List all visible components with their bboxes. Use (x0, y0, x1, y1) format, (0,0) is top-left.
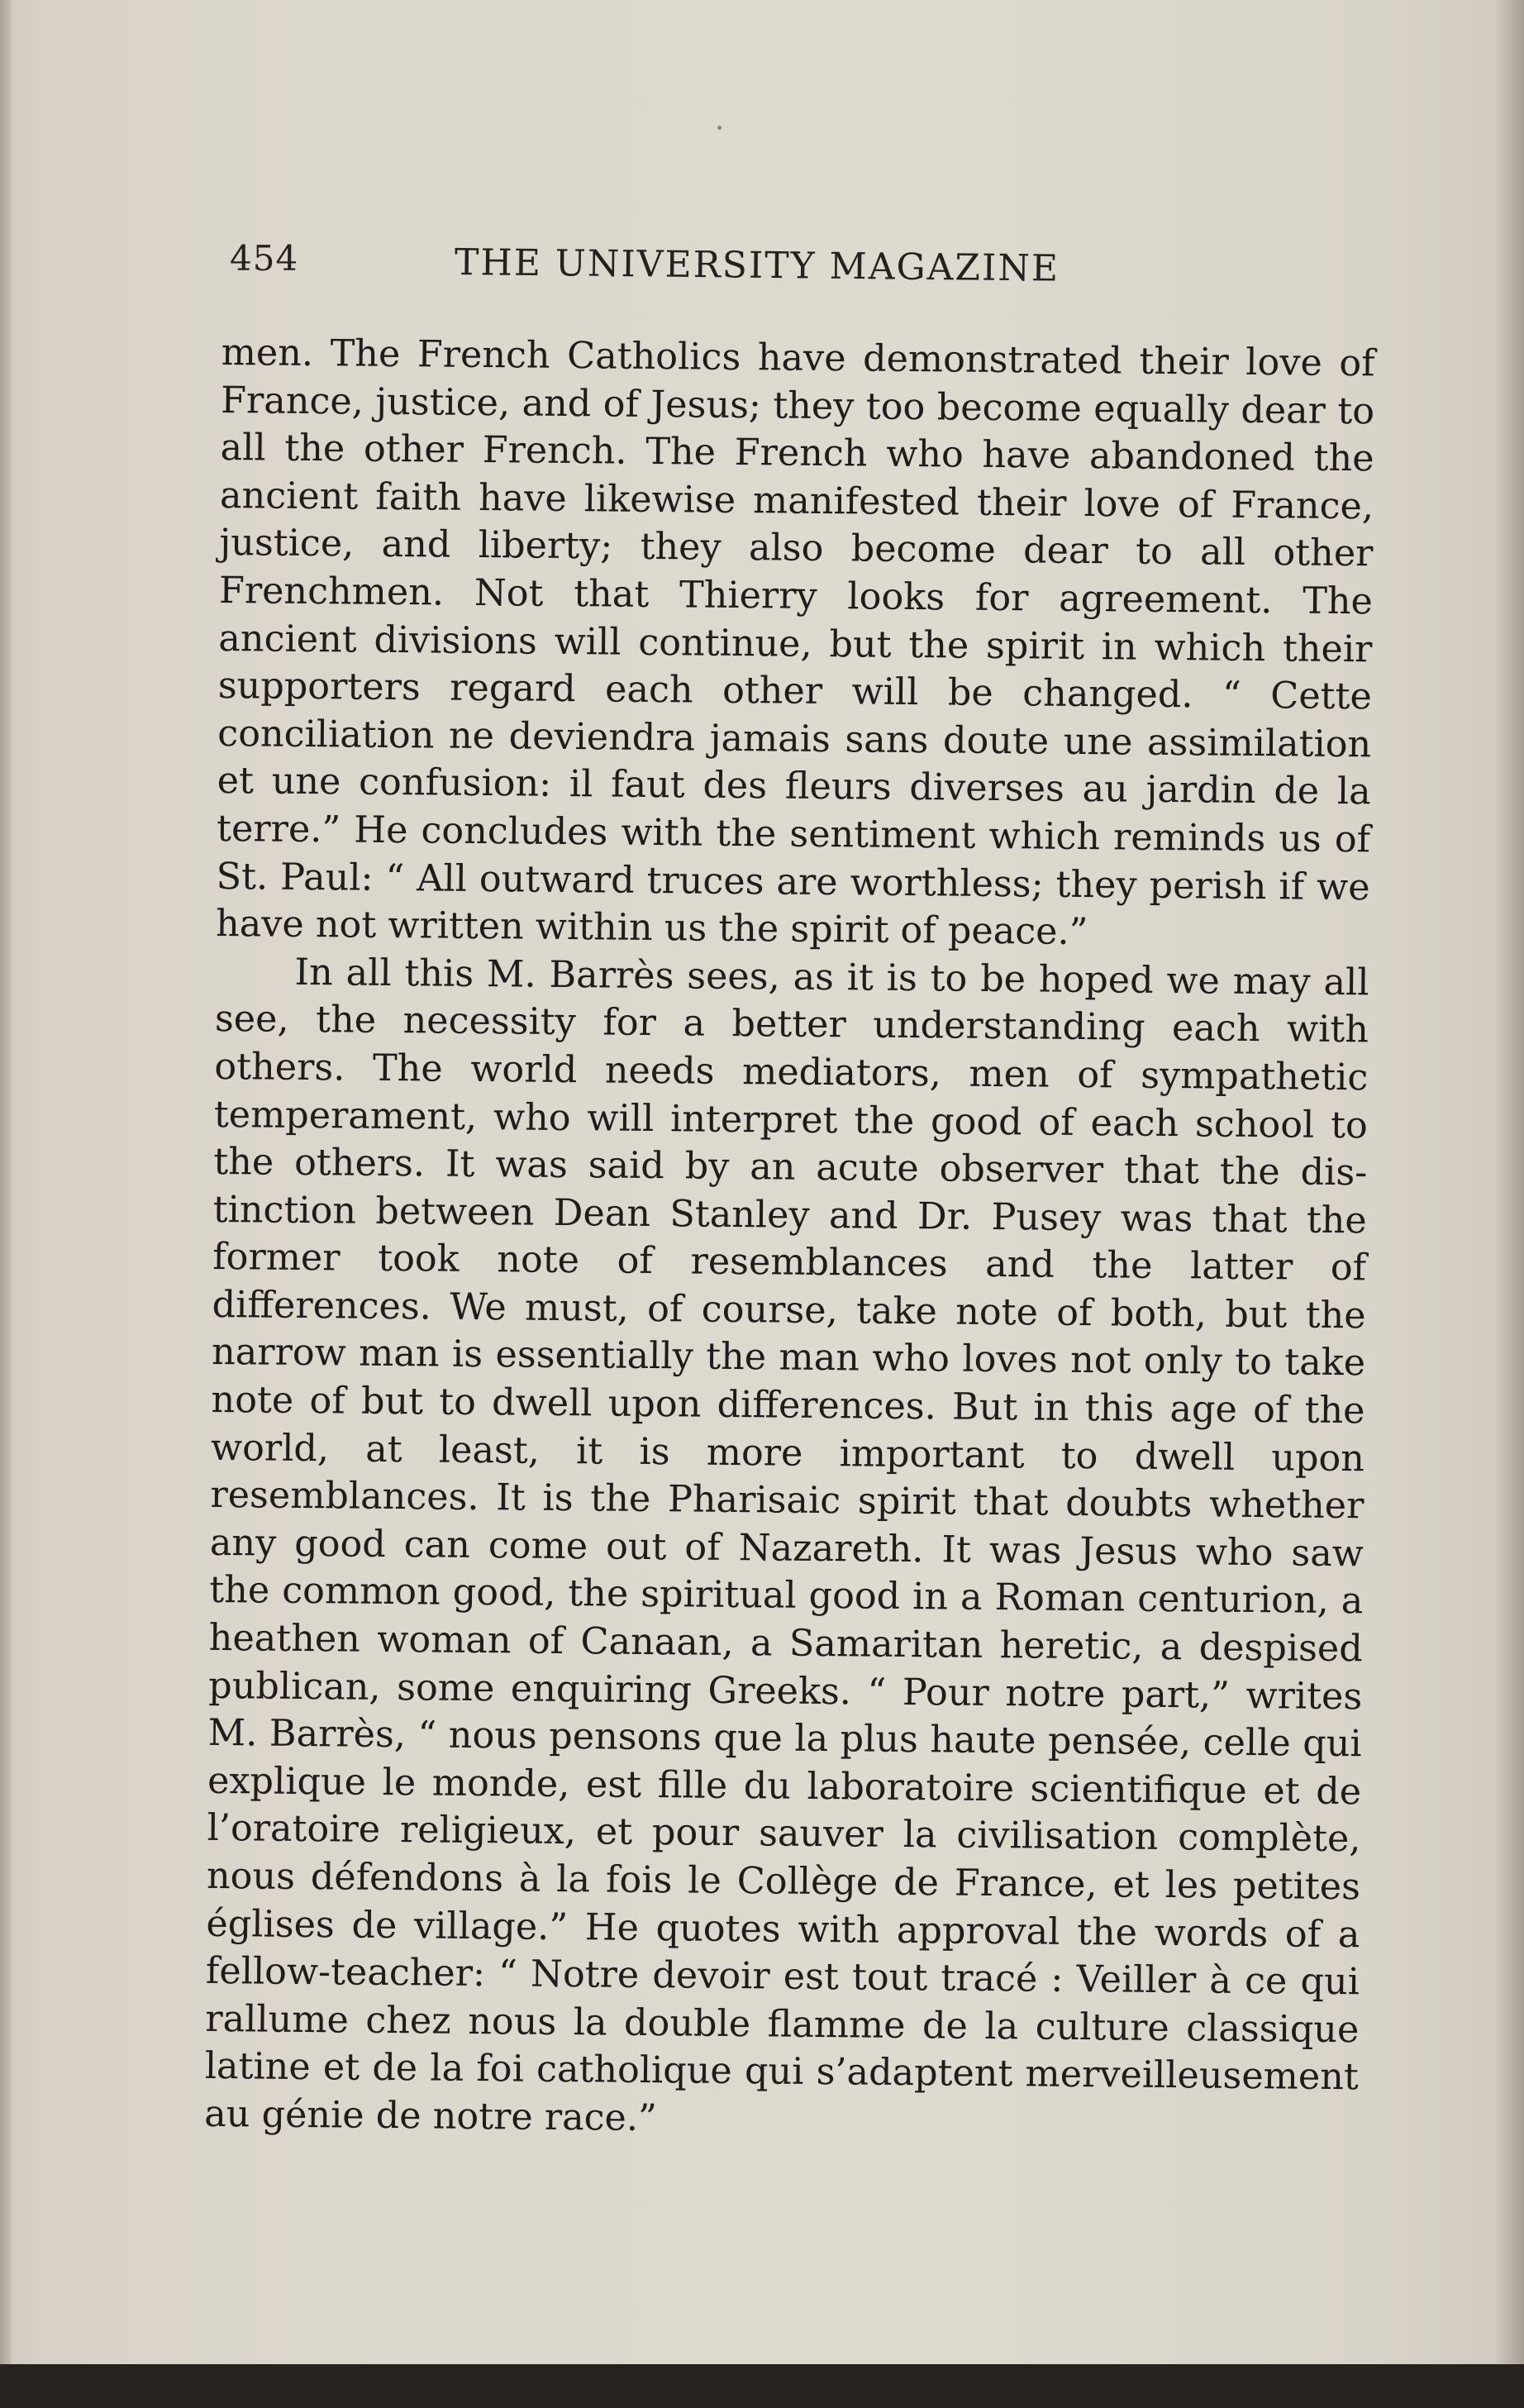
paper-speck (717, 126, 722, 130)
page-header (230, 238, 1106, 288)
paragraph: In all this M. Barrès sees, as it is to be hoped we may all see, the necessity for a better understanding each with others. The world needs mediators, men of sympathetic temperament, who will interpret the good of each school to the others. It was said by an acute observer that the distinction between Dean Stanley and Dr. Pusey was that the former took note of resemblances and the latter of differences. We must, of course, take note of both, but the narrow man is essentially the man who loves not only to take note of but to dwell upon differences. But in this age of the world, at least, it is more important to dwell upon resemblances. It is the Pharisaic spirit that doubts whether any good can come out of Nazareth. It was Jesus who saw the common good, the spiritual good in a Roman centurion, a heathen woman of Canaan, a Samaritan heretic, a despised publican, some enquiring Greeks. “ Pour notre part,” writes M. Barrès, “ nous pensons que la plus haute pensée, celle qui explique le monde, est fille du laboratoire scientifique et de l’oratoire religieux, et pour sauver la civilisation complète, nous défendons à la fois le Collège de France, et les petites églises de village.” He quotes with approval the words of a fellow-teacher: “ Notre devoir est tout tracé : Veiller à ce qui rallume chez nous la double flamme de la culture classique latine et de la foi catholique qui s’adaptent merveilleusement au génie de notre race.” (204, 951, 1369, 2140)
running-head: THE UNIVERSITY MAGAZINE (454, 241, 1060, 290)
paragraph: men. The French Catholics have demonstrated their love of France, justice, and of Jesus; they too become equally dear to all the other French. The French who have abandoned the ancient faith have likewise manifested their love of France, justice, and liberty; they also become dear to all other Frenchmen. Not that Thierry looks for agreement. The ancient divisions will continue, but the spirit in which their supporters regard each other will be changed. “ Cette conciliation ne deviendra jamais sans doute une assimilation et une confusion: il faut des fleurs diverses au jardin de la terre.” He concludes with the sentiment which reminds us of St. Paul: “ All outward truces are worthless; they perish if we have not written within us the spirit of peace.” (215, 331, 1375, 954)
page-number: 454 (230, 238, 299, 279)
body-text (204, 329, 1375, 2149)
scan-background-edge (0, 2364, 1524, 2408)
